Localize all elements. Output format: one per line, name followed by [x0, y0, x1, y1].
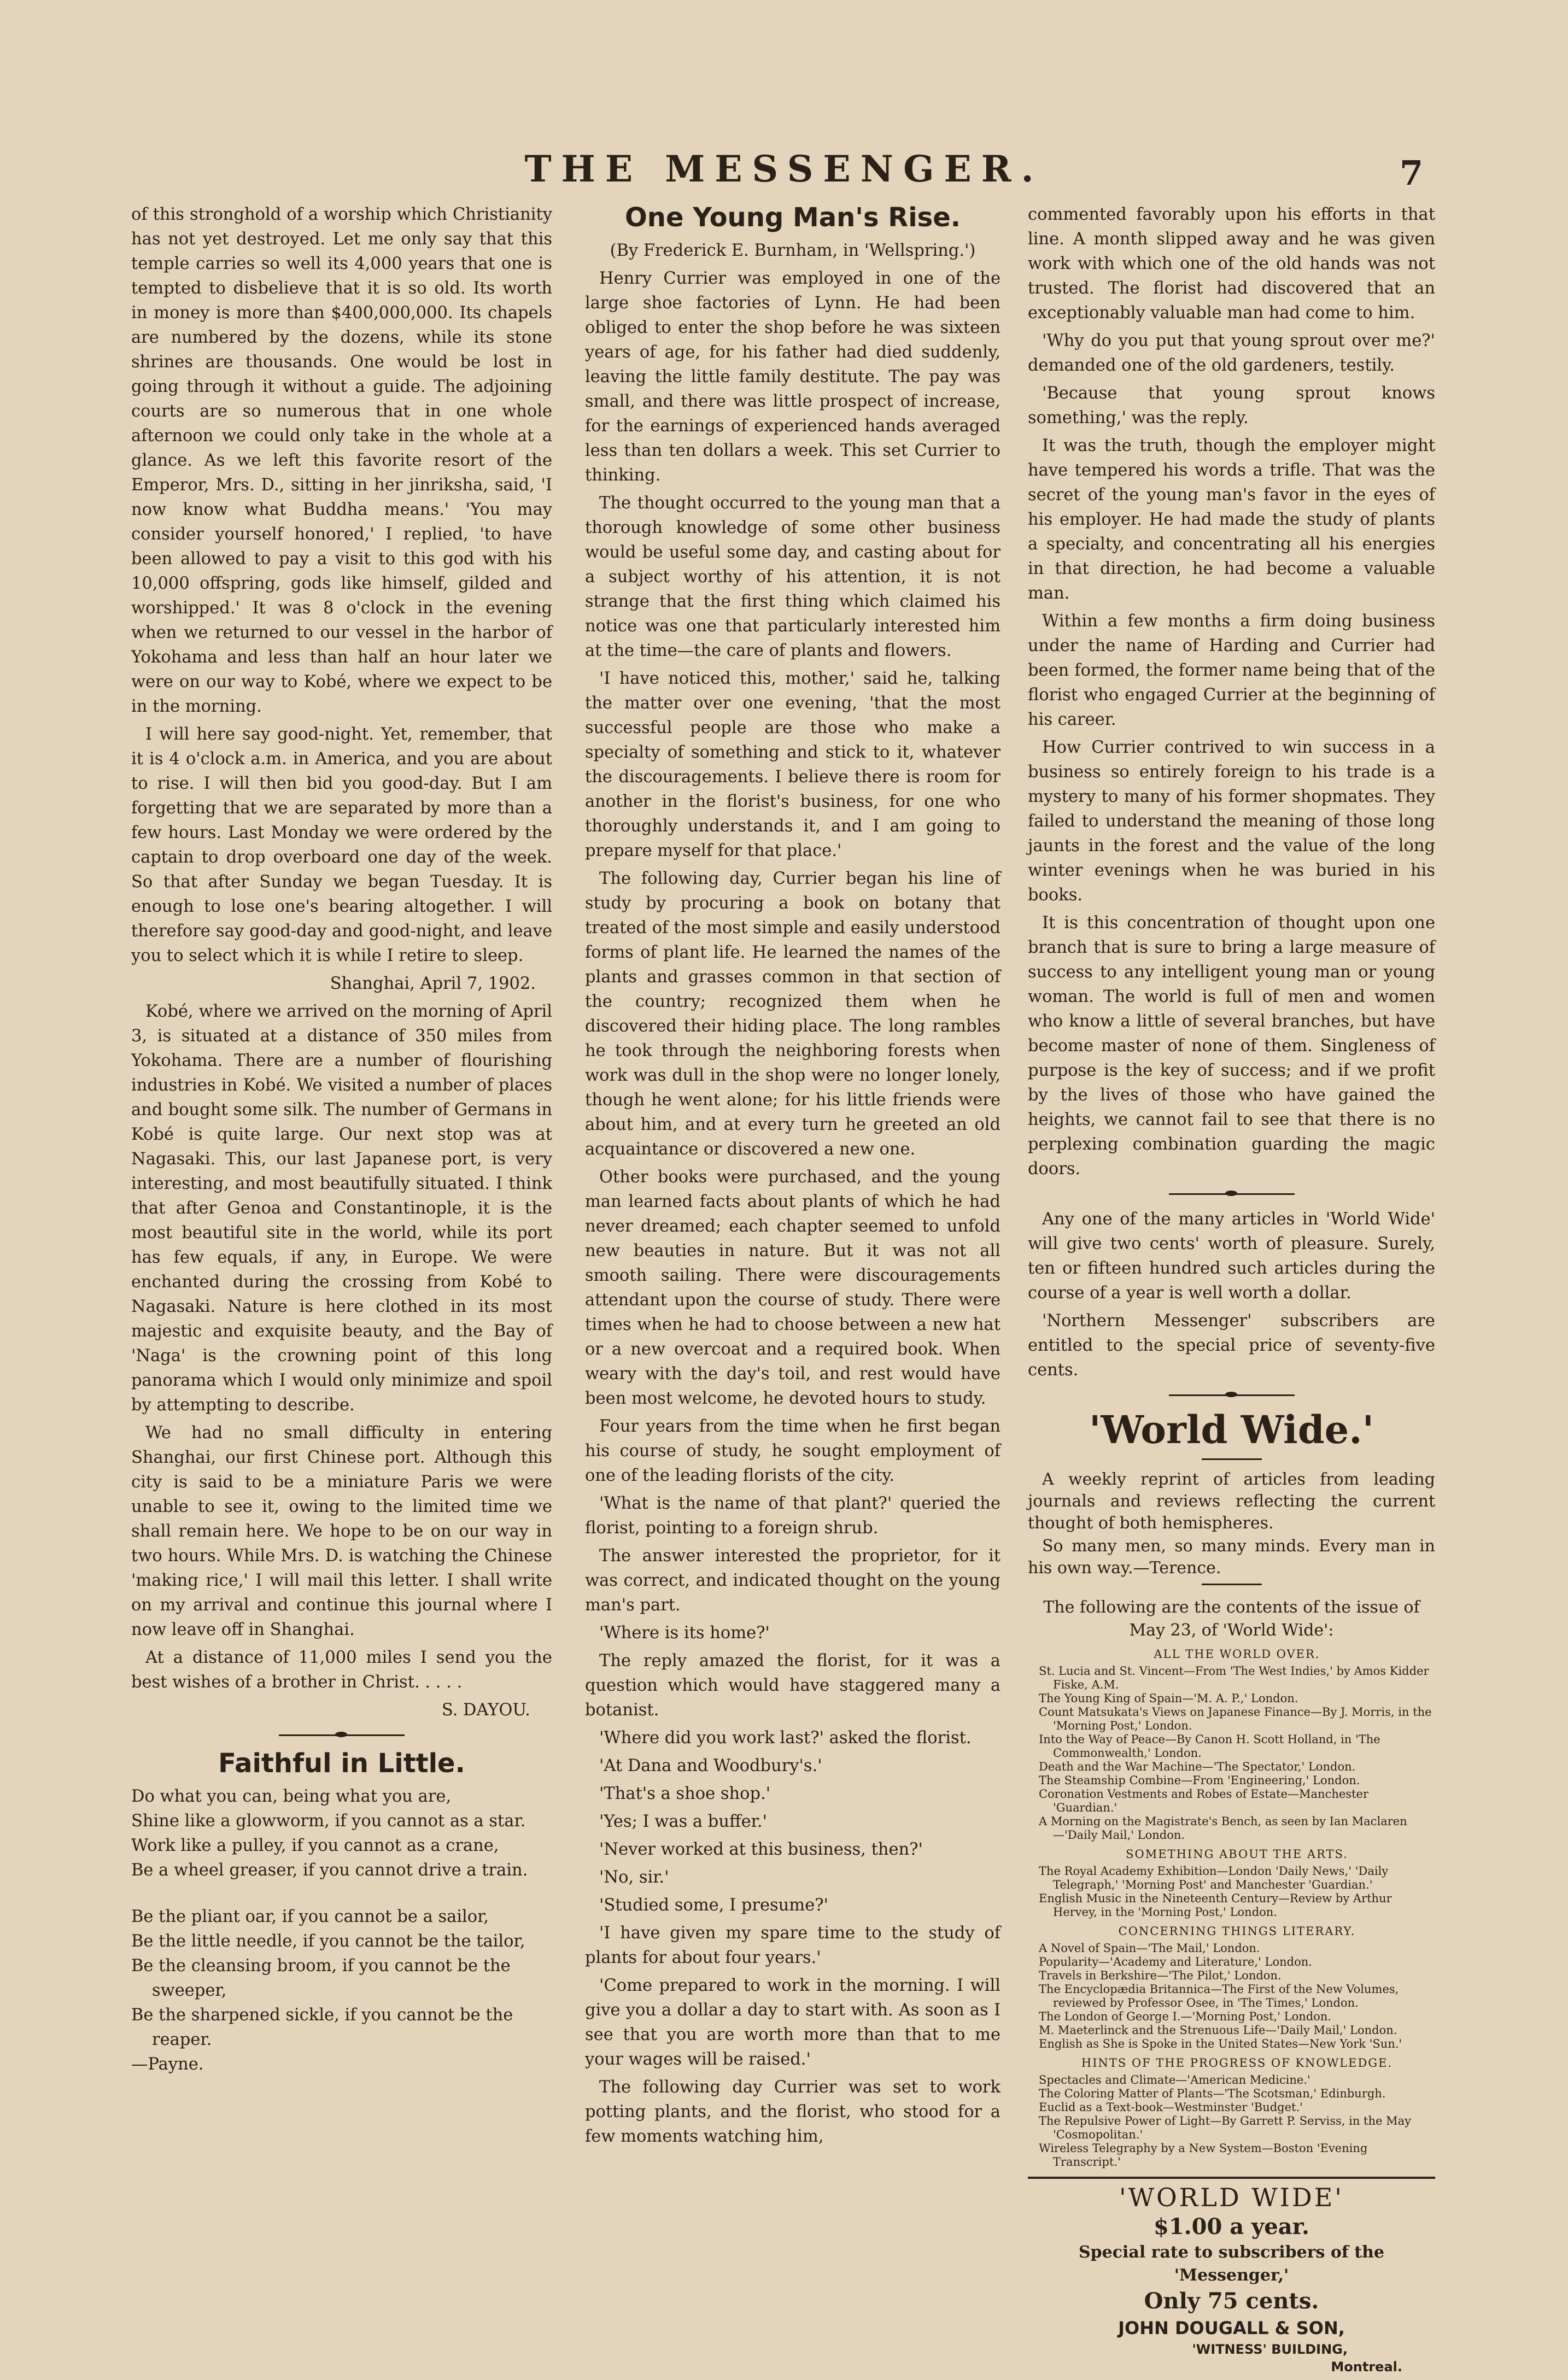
contents-item: The Steamship Combine—From 'Engineering,' London.: [1039, 1774, 1360, 1787]
contents-section-heading: SOMETHING ABOUT THE ARTS.: [1126, 1848, 1348, 1861]
contents-section: [1039, 1664, 1435, 1842]
article-paragraph: 'Because that young sprout knows something,' was the reply.: [1028, 384, 1435, 427]
column-1: [131, 202, 552, 2077]
dateline: Shanghai, April 7, 1902.: [330, 974, 536, 993]
article-paragraph: The thought occurred to the young man that a thorough knowledge of some other business would be useful some day, and casting about for a subject worthy of his attention, it is not strange that the first thing which claimed his notice was one that particularly interested him at the time—the care of plants and flowers.: [585, 494, 1001, 660]
ad-price: $1.00 a year.: [1154, 2214, 1309, 2240]
contents-item: English Music in the Nineteenth Century—Review by Arthur Hervey, in the 'Morning Post,' London.: [1039, 1892, 1392, 1919]
subscription-ad: [1028, 2177, 1435, 2376]
article-paragraph: 'Where is its home?': [599, 1623, 770, 1643]
article-paragraph: 'Where did you work last?' asked the florist.: [599, 1728, 972, 1748]
poem-line: Be the cleansing broom, if you cannot be the sweeper,: [131, 1956, 511, 2000]
article-paragraph: 'What is the name of that plant?' queried the florist, pointing to a foreign shrub.: [585, 1494, 1001, 1538]
divider: [1169, 1193, 1295, 1195]
article-paragraph: commented favorably upon his efforts in that line. A month slipped away and he was given work with which one of the old hands was not trusted. The florist had discovered that an exceptionably valuable man had come to him.: [1028, 205, 1435, 323]
world-wide-title: 'World Wide.': [1089, 1407, 1374, 1452]
contents-item: The Young King of Spain—'M. A. P.,' London.: [1039, 1692, 1298, 1705]
world-wide-intro: [1028, 1469, 1435, 1579]
masthead: THE MESSENGER.: [524, 148, 1044, 190]
ad-city: Montreal.: [1331, 2359, 1402, 2375]
col1-paragraph: Kobé, where we arrived on the morning of April 3, is situated at a distance of 350 miles from Yokohama. There are a number of flourishing industries in Kobé. We visited a number of places and bought some silk. The number of Germans in Kobé is quite large. Our next stop was at Nagasaki. This, our last Japanese port, is very interesting, and most beautifully situated. I think that after Genoa and Constantinople, it is the most beautiful site in the world, while its port has few equals, if any, in Europe. We were enchanted during the crossing from Kobé to Nagasaki. Nature is here clothed in its most majestic and exquisite beauty, and the Bay of 'Naga' is the crowning point of this long panorama which I would only minimize and spoil by attempting to describe.: [131, 1002, 552, 1415]
ad-cents: Only 75 cents.: [1144, 2288, 1319, 2314]
article-paragraph: It was the truth, though the employer might have tempered his words a trifle. That was the secret of the young man's favor in the eyes of his employer. He had made the study of plants a specialty, and concentrating all his energies in that direction, he had become a valuable man.: [1028, 436, 1435, 603]
short-divider: [1202, 1584, 1262, 1585]
article-paragraph: 'At Dana and Woodbury's.': [599, 1756, 822, 1775]
contents-item: The London of George I.—'Morning Post,' London.: [1039, 2010, 1332, 2023]
contents-section: [1039, 1942, 1435, 2051]
poem-line: Work like a pulley, if you cannot as a crane,: [131, 1836, 499, 1855]
stanza-gap: [131, 1883, 552, 1904]
ad-title: 'WORLD WIDE': [1119, 2183, 1344, 2212]
contents-section-heading: ALL THE WORLD OVER.: [1154, 1648, 1320, 1661]
contents-item: Euclid as a Text-book—Westminster 'Budget.': [1039, 2101, 1303, 2114]
article-paragraph: Henry Currier was employed in one of the large shoe factories of Lynn. He had been obliged to enter the shop before he was sixteen years of age, for his father had died suddenly, leaving the little family destitute. The pay was small, and there was little prospect of increase, for the earnings of experienced hands averaged less than ten dollars a week. This set Currier to thinking.: [585, 269, 1001, 485]
contents-item: M. Maeterlinck and the Strenuous Life—'Daily Mail,' London.: [1039, 2024, 1397, 2037]
col1-paragraph: We had no small difficulty in entering Shanghai, our first Chinese port. Although this city is said to be a miniature Paris we were unable to see it, owing to the limited time we shall remain here. We hope to be on our way in two hours. While Mrs. D. is watching the Chinese 'making rice,' I will mail this letter. I shall write on my arrival and continue this journal where I now leave off in Shanghai.: [131, 1423, 552, 1639]
intro-line: So many men, so many minds. Every man in his own way.—Terence.: [1028, 1537, 1435, 1578]
promo-paragraph: 'Northern Messenger' subscribers are entitled to the special price of seventy-five cents.: [1028, 1311, 1435, 1380]
article-paragraph: 'Yes; I was a buffer.': [599, 1812, 767, 1831]
article-paragraph: 'Never worked at this business, then?': [599, 1840, 923, 1859]
contents-section-heading: HINTS OF THE PROGRESS OF KNOWLEDGE.: [1081, 2056, 1393, 2070]
contents-list: [1039, 1648, 1435, 2169]
contents-item: Coronation Vestments and Robes of Estate—Manchester 'Guardian.': [1039, 1787, 1368, 1814]
col1-paragraph: I will here say good-night. Yet, remember, that it is 4 o'clock a.m. in America, and you are about to rise. I will then bid you good-day. But I am forgetting that we are separated by more than a few hours. Last Monday we were ordered by the captain to drop overboard one day of the week. So that after Sunday we began Tuesday. It is enough to lose one's bearing altogether. I will therefore say good-day and good-night, and leave you to select which it is while I retire to sleep.: [131, 725, 552, 965]
poem-author: —Payne.: [131, 2055, 204, 2074]
poem-line: Be the sharpened sickle, if you cannot be the reaper.: [131, 2006, 513, 2049]
intro-line: A weekly reprint of articles from leading journals and reviews reflecting the current thought of both hemispheres.: [1028, 1470, 1435, 1533]
contents-item: Count Matsukata's Views on Japanese Finance—By J. Morris, in the 'Morning Post,' London.: [1039, 1705, 1432, 1732]
article-paragraph: 'Why do you put that young sprout over me?' demanded one of the old gardeners, testily.: [1028, 331, 1435, 375]
contents-item: A Morning on the Magistrate's Bench, as seen by Ian Maclaren—'Daily Mail,' London.: [1039, 1815, 1407, 1842]
byline: (By Frederick E. Burnham, in 'Wellspring.'): [610, 241, 976, 260]
poem: [131, 1784, 552, 2077]
article-paragraph: It is this concentration of thought upon one branch that is sure to bring a large measure of success to any intelligent young man or young woman. The world is full of men and women who know a little of several branches, but have become master of none of them. Singleness of purpose is the key of success; and if we profit by the lives of those who have gained the heights, we cannot fail to see that there is no perplexing combination guarding the magic doors.: [1028, 913, 1435, 1179]
article-paragraph: 'That's a shoe shop.': [599, 1784, 771, 1803]
column-2: [585, 202, 1001, 2152]
ad-building: 'WITNESS' BUILDING,: [1192, 2342, 1348, 2357]
article-paragraph: 'I have noticed this, mother,' said he, talking the matter over one evening, 'that the most successful people are those who make a specialty of something and stick to it, whatever the discouragements. I believe there is room for another in the florist's business, for one who thoroughly understands it, and I am going to prepare myself for that place.': [585, 669, 1001, 860]
contents-section: [1039, 2073, 1435, 2169]
poem-line: Shine like a glowworm, if you cannot as a star.: [131, 1812, 526, 1831]
contents-item: English as She is Spoke in the United States—New York 'Sun.': [1039, 2037, 1402, 2050]
poem-line: Be a wheel greaser, if you cannot drive a train.: [131, 1861, 528, 1880]
poem-line: Be the pliant oar, if you cannot be a sailor,: [131, 1907, 489, 1926]
article-paragraph: 'Studied some, I presume?': [599, 1896, 829, 1915]
poem-title: Faithful in Little.: [218, 1748, 465, 1779]
contents-item: The Repulsive Power of Light—By Garrett P. Serviss, in the May 'Cosmopolitan.': [1039, 2114, 1411, 2141]
ad-publisher: JOHN DOUGALL & SON,: [1118, 2318, 1345, 2338]
article-body: [585, 266, 1001, 2149]
contents-item: St. Lucia and St. Vincent—From 'The West Indies,' by Amos Kidder Fiske, A.M.: [1039, 1664, 1429, 1691]
article-paragraph: 'I have given my spare time to the study of plants for about four years.': [585, 1924, 1001, 1967]
article-paragraph: The following day Currier was set to work potting plants, and the florist, who stood for a few moments watching him,: [585, 2078, 1001, 2146]
divider: [279, 1734, 405, 1736]
article-paragraph: 'No, sir.': [599, 1868, 669, 1887]
contents-item: Death and the War Machine—'The Spectator,' London.: [1039, 1760, 1356, 1773]
article-continuation: [1028, 202, 1435, 1181]
article-paragraph: Within a few months a firm doing business under the name of Harding and Currier had been formed, the former name being that of the florist who engaged Currier at the beginning of his career.: [1028, 612, 1435, 729]
ad-special: Special rate to subscribers of the 'Messenger,': [1079, 2243, 1384, 2285]
contents-item: Spectacles and Climate—'American Medicine.': [1039, 2073, 1310, 2086]
contents-section-heading: CONCERNING THINGS LITERARY.: [1118, 1925, 1356, 1938]
article-paragraph: Other books were purchased, and the young man learned facts about plants of which he had never dreamed; each chapter seemed to unfold new beauties in nature. But it was not all smooth sailing. There were discouragements attendant upon the course of study. There were times when he had to choose between a new hat or a new overcoat and a required book. When weary with the day's toil, and rest would have been most welcome, he devoted hours to study.: [585, 1168, 1001, 1408]
signature: S. DAYOU.: [441, 1701, 530, 1720]
page-number: 7: [1400, 153, 1424, 193]
contents-section: [1039, 1865, 1435, 1919]
column-3: [1028, 202, 1435, 2376]
contents-item: Popularity—'Academy and Literature,' London.: [1039, 1955, 1312, 1968]
contents-item: Wireless Telegraphy by a New System—Boston 'Evening Transcript.': [1039, 2142, 1368, 2168]
col1-paragraph: At a distance of 11,000 miles I send you the best wishes of a brother in Christ. . . . .: [131, 1648, 552, 1692]
article-paragraph: The following day, Currier began his line of study by procuring a book on botany that treated of the most simple and easily understood forms of plant life. He learned the names of the plants and grasses common in that section of the country; recognized them when he discovered their hiding place. The long rambles he took through the neighboring forests when work was dull in the shop were no longer lonely, though he went alone; for his little friends were about him, and at every turn he greeted an old acquaintance or discovered a new one.: [585, 869, 1001, 1159]
article-paragraph: The reply amazed the florist, for it was a question which would have staggered many a botanist.: [585, 1651, 1001, 1720]
article-paragraph: Four years from the time when he first began his course of study, he sought employment of one of the leading florists of the city.: [585, 1417, 1001, 1485]
short-divider: [1202, 1458, 1262, 1460]
poem-line: Do what you can, being what you are,: [131, 1787, 452, 1806]
contents-item: A Novel of Spain—'The Mail,' London.: [1039, 1942, 1260, 1955]
divider: [1169, 1394, 1295, 1396]
contents-item: The Coloring Matter of Plants—'The Scotsman,' Edinburgh.: [1039, 2087, 1386, 2100]
col1-paragraph: of this stronghold of a worship which Christianity has not yet destroyed. Let me only say that this temple carries so well its 4,000 years that one is tempted to disbelieve that it is so old. Its worth in money is more than $400,000,000. Its chapels are numbered by the dozens, while its stone shrines are thousands. One would be lost in going through it without a guide. The adjoining courts are so numerous that in one whole afternoon we could only take in the whole at a glance. As we left this favorite resort of the Emperor, Mrs. D., sitting in her jinriksha, said, 'I now know what Buddha means.' 'You may consider yourself honored,' I replied, 'to have been allowed to pay a visit to this god with his 10,000 offspring, gods like himself, gilded and worshipped.' It was 8 o'clock in the evening when we returned to our vessel in the harbor of Yokohama and less than half an hour later we were on our way to Kobé, where we expect to be in the morning.: [131, 205, 552, 716]
contents-item: Into the Way of Peace—By Canon H. Scott Holland, in 'The Commonwealth,' London.: [1039, 1733, 1380, 1760]
contents-item: The Encyclopædia Britannica—The First of the New Volumes, reviewed by Professor Osee, in 'The Times,' London.: [1039, 1983, 1399, 2009]
contents-item: The Royal Academy Exhibition—London 'Daily News,' 'Daily Telegraph,' 'Morning Post' and Manchester 'Guardian.': [1039, 1865, 1389, 1891]
article-paragraph: The answer interested the proprietor, for it was correct, and indicated thought on the young man's part.: [585, 1546, 1001, 1615]
contents-item: Travels in Berkshire—'The Pilot,' London.: [1039, 1969, 1282, 1982]
article-title: One Young Man's Rise.: [624, 202, 961, 233]
contents-intro: The following are the contents of the issue of May 23, of 'World Wide':: [1043, 1598, 1420, 1640]
poem-line: Be the little needle, if you cannot be the tailor,: [131, 1932, 525, 1951]
promo-paragraph: Any one of the many articles in 'World Wide' will give two cents' worth of pleasure. Surely, ten or fifteen hundred such articles during the course of a year is well worth a dollar.: [1028, 1210, 1435, 1303]
article-paragraph: How Currier contrived to win success in a business so entirely foreign to his trade is a mystery to many of his former shopmates. They failed to understand the meaning of those long jaunts in the forest and the value of the long winter evenings when he was buried in his books.: [1028, 738, 1435, 905]
article-paragraph: 'Come prepared to work in the morning. I will give you a dollar a day to start with. As soon as I see that you are worth more than that to me your wages will be raised.': [585, 1976, 1001, 2069]
